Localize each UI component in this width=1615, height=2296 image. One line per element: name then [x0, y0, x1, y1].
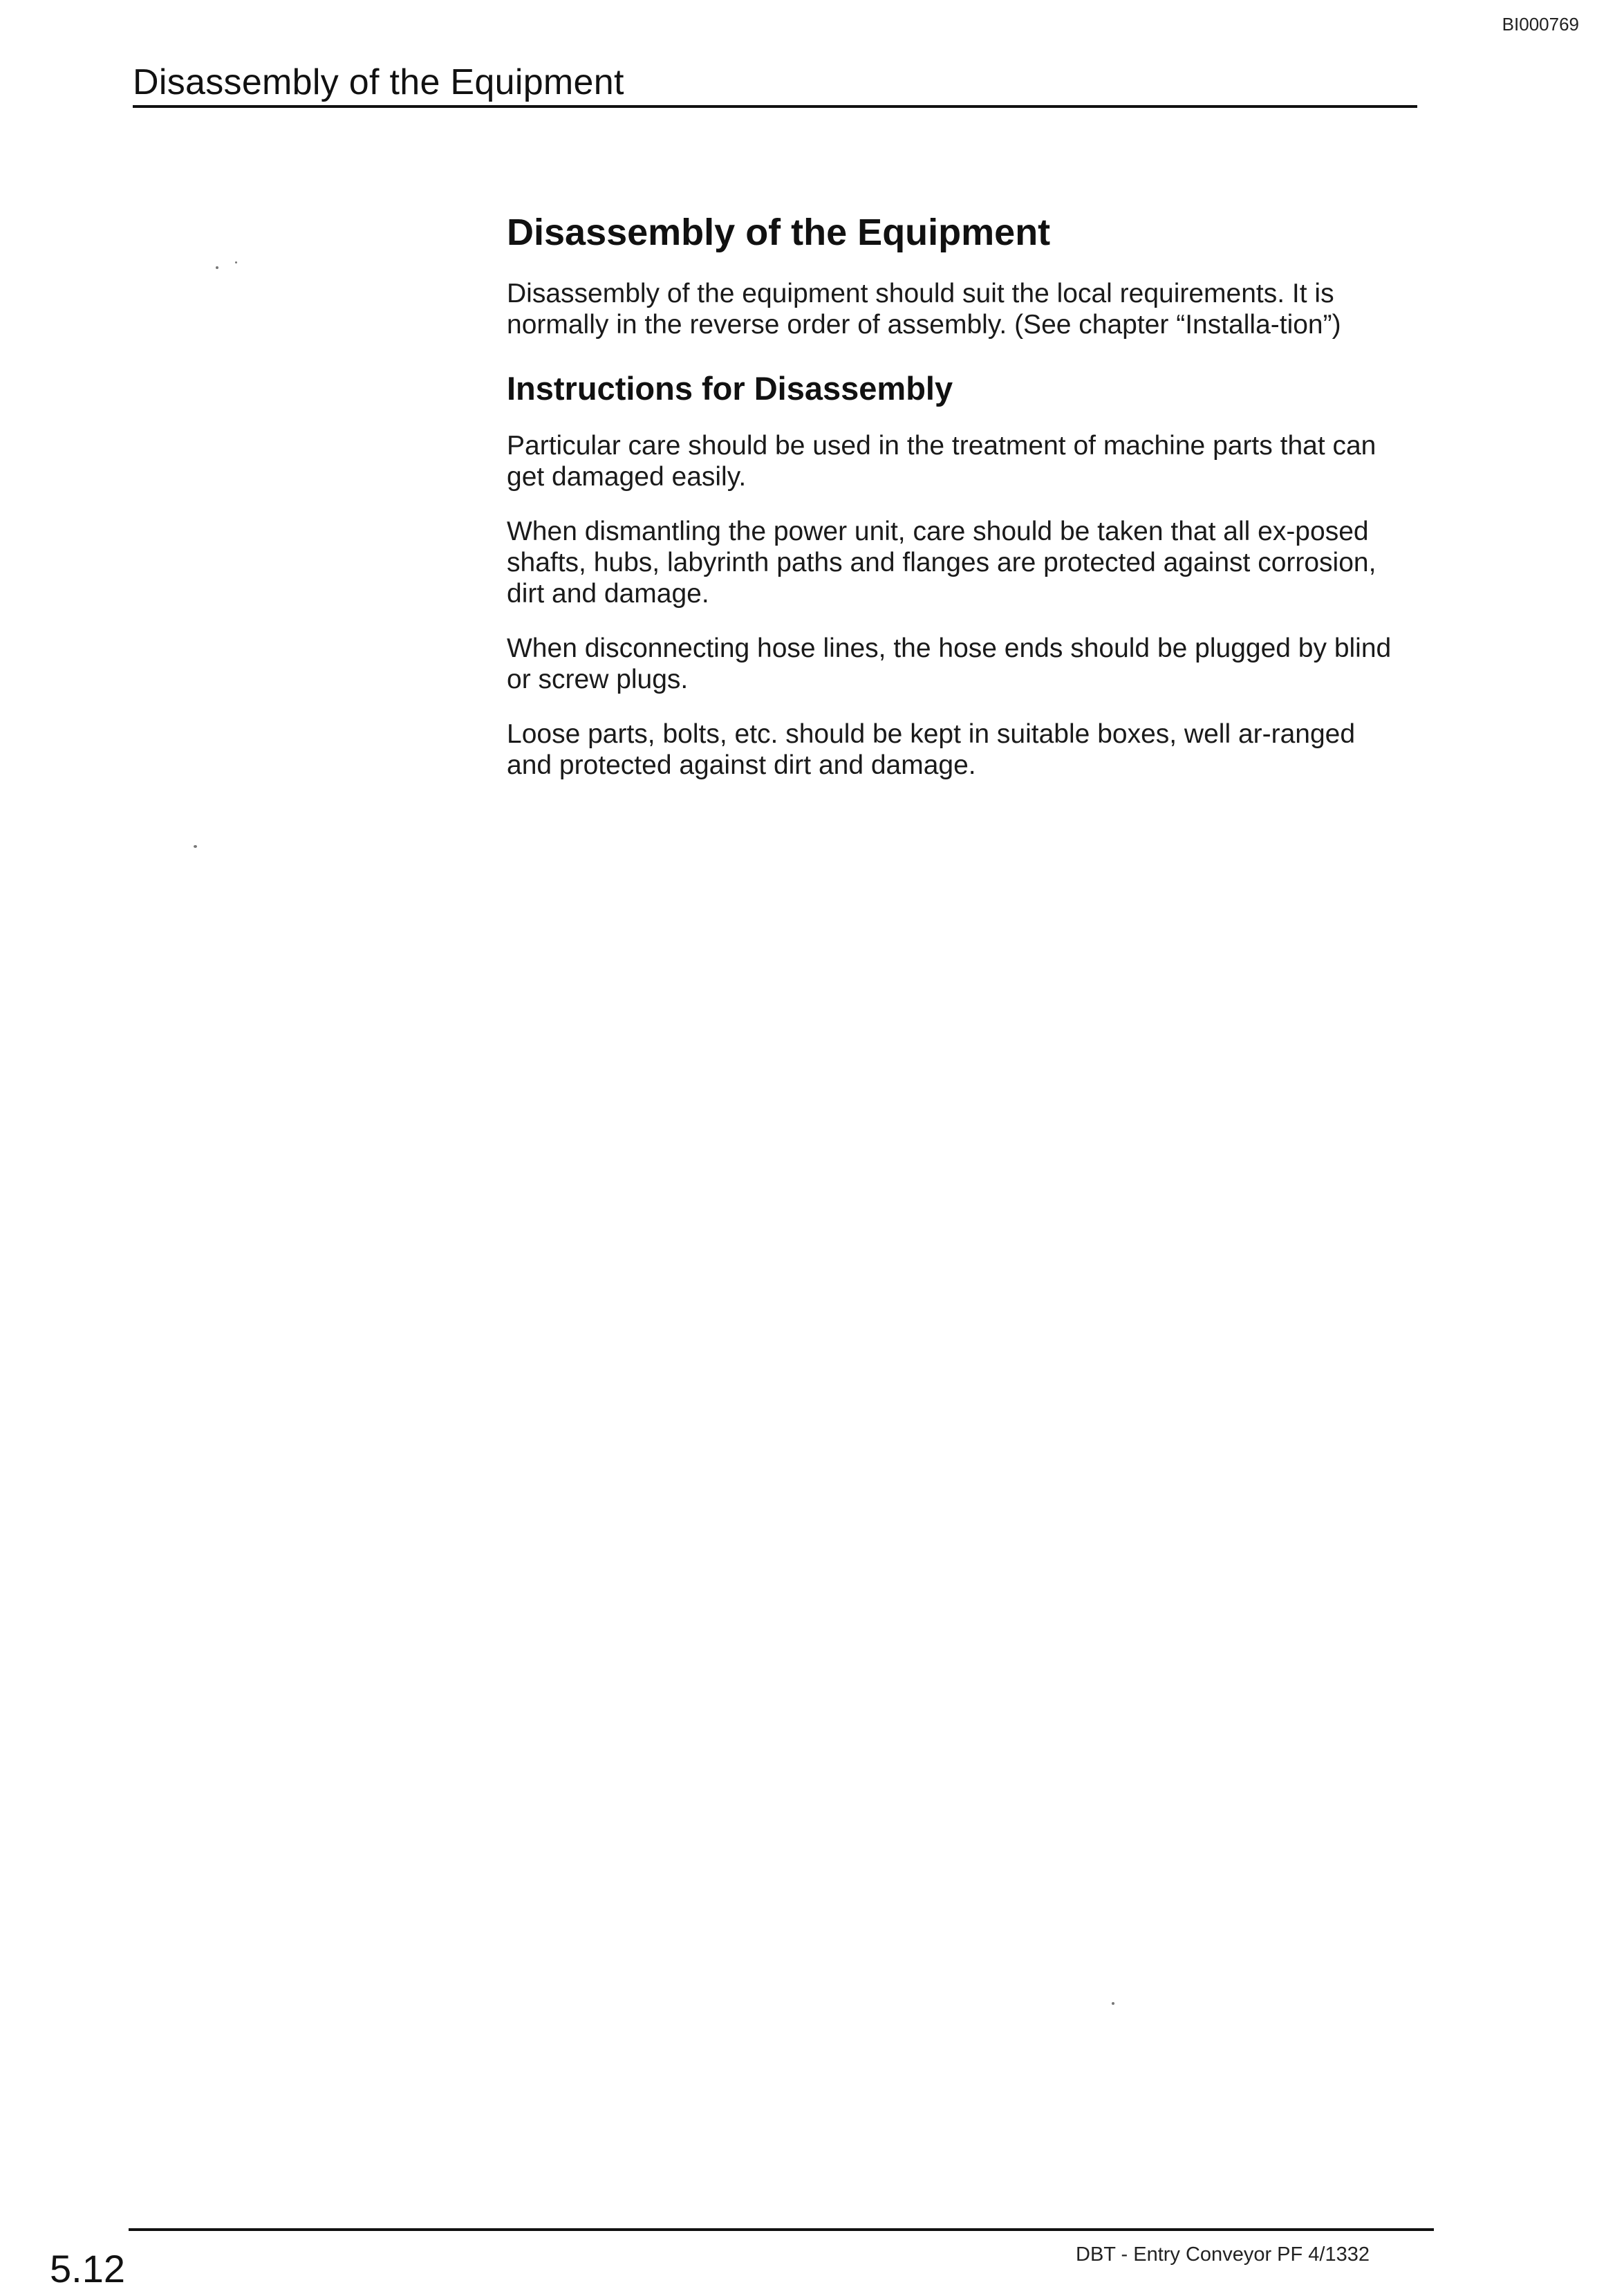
footer-rule — [129, 2228, 1434, 2231]
main-content — [507, 207, 1406, 804]
document-id: BI000769 — [1502, 14, 1579, 35]
running-header — [133, 61, 1417, 108]
scan-speck — [235, 261, 237, 263]
footer-reference: DBT - Entry Conveyor PF 4/1332 — [1076, 2243, 1370, 2266]
page-number: 5.12 — [50, 2247, 125, 2290]
intro-paragraph: Disassembly of the equipment should suit the local requirements. It is normally in the reverse order of assembly. (See chapter “Installa-tion”) — [507, 279, 1341, 340]
scan-speck — [1112, 2002, 1114, 2005]
scan-speck — [216, 266, 218, 269]
instruction-paragraph-care: Particular care should be used in the treatment of machine parts that can get damaged easily. — [507, 431, 1376, 492]
section-title: Disassembly of the Equipment — [507, 212, 1051, 253]
instruction-paragraph-power-unit: When dismantling the power unit, care should be taken that all ex-posed shafts, hubs, labyrinth paths and flanges are protected against corrosion, dirt and damage. — [507, 517, 1376, 609]
scan-speck — [194, 845, 197, 848]
subsection-title: Instructions for Disassembly — [507, 370, 953, 407]
instruction-paragraph-hose-lines: When disconnecting hose lines, the hose ends should be plugged by blind or screw plugs. — [507, 633, 1392, 694]
running-header-title: Disassembly of the Equipment — [133, 62, 624, 102]
instruction-paragraph-loose-parts: Loose parts, bolts, etc. should be kept in suitable boxes, well ar-ranged and protected against dirt and damage. — [507, 719, 1356, 780]
